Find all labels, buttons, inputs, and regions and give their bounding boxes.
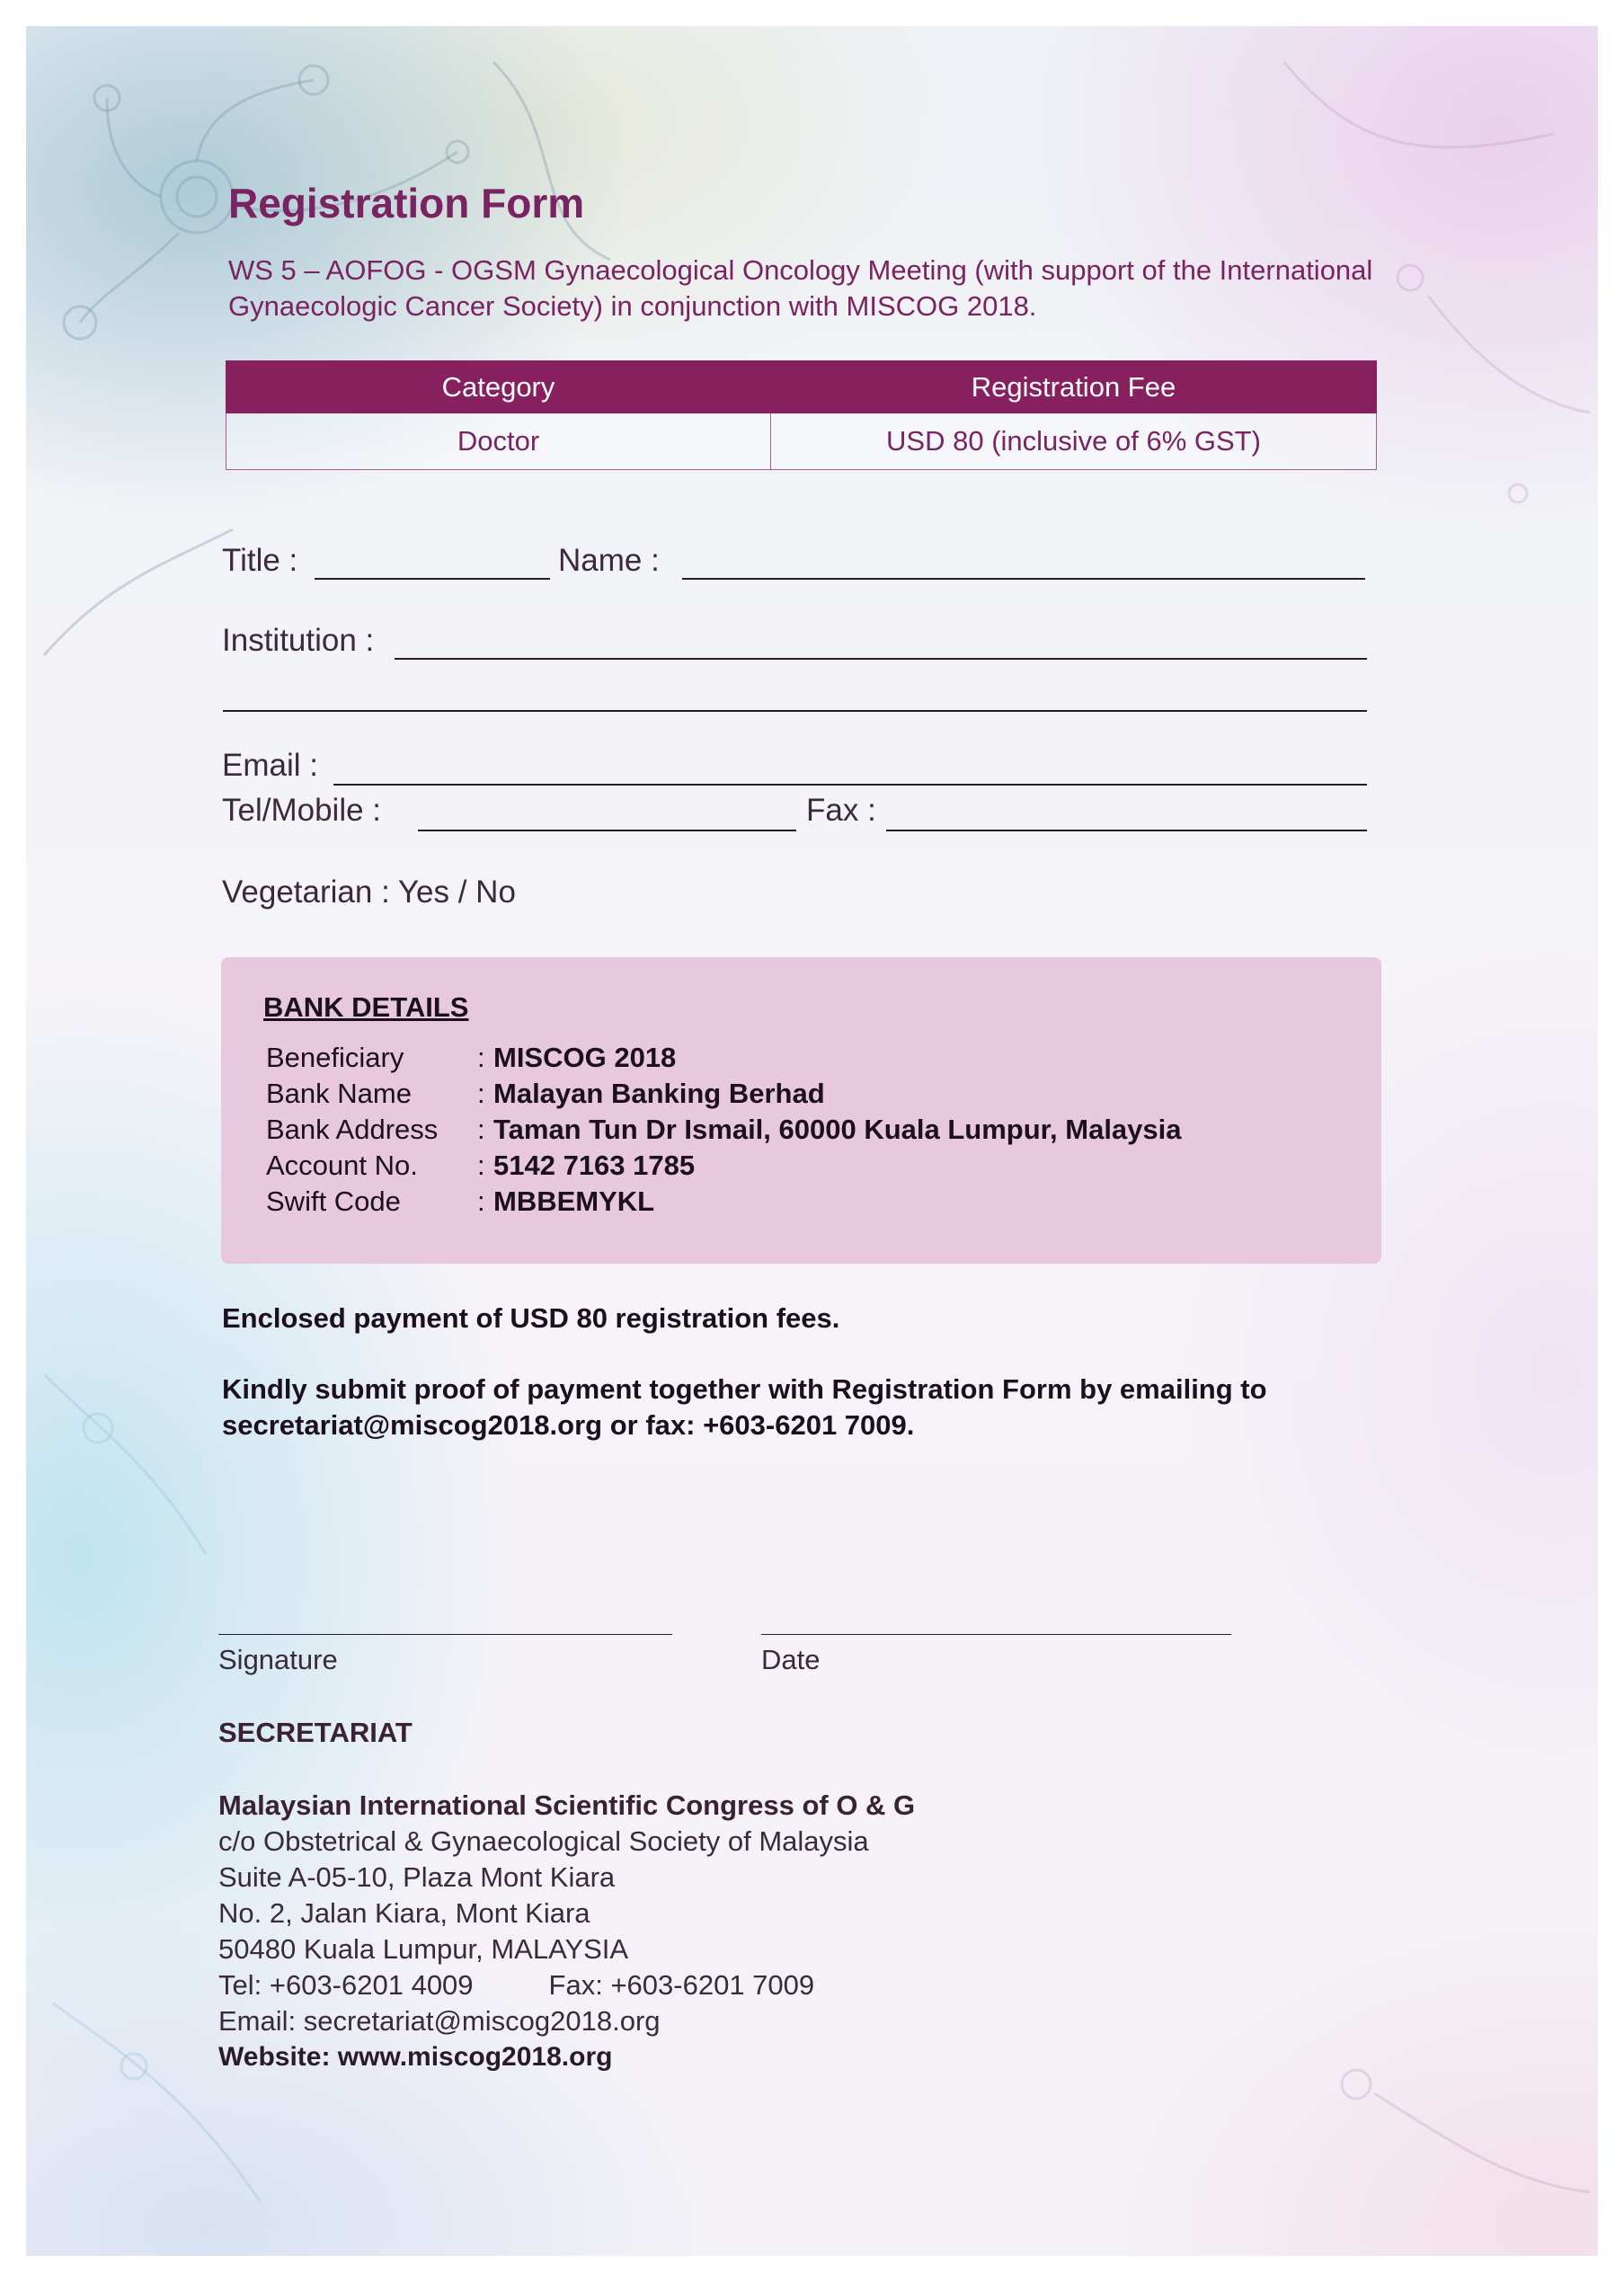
bank-row-bank-name: Bank Name : Malayan Banking Berhad <box>266 1078 825 1109</box>
secretariat-website[interactable]: Website: www.miscog2018.org <box>218 2042 613 2072</box>
institution-label: Institution : <box>222 623 375 658</box>
table-row <box>226 413 1377 470</box>
fee-cell-fee: USD 80 (inclusive of 6% GST) <box>771 413 1377 470</box>
signature-label: Signature <box>218 1644 338 1675</box>
tel-input-line[interactable] <box>418 830 796 831</box>
bank-details-box <box>221 957 1381 1264</box>
bank-row-value: 5142 7163 1785 <box>493 1150 696 1181</box>
secretariat-phone-fax <box>218 1967 915 2003</box>
title-input-line[interactable] <box>315 578 550 580</box>
fee-table <box>226 360 1377 470</box>
bank-row-label: Bank Address <box>266 1114 439 1145</box>
secretariat-tel: Tel: +603-6201 4009 <box>218 1969 474 2001</box>
bank-row-value: Taman Tun Dr Ismail, 60000 Kuala Lumpur, Malaysia <box>493 1114 1182 1145</box>
form-title: Registration Form <box>228 180 585 226</box>
tel-label: Tel/Mobile : <box>222 793 382 828</box>
form-subtitle: WS 5 – AOFOG - OGSM Gynaecological Oncology Meeting (with support of the International Gynaecologic Cancer Society) in conjunction with MISCOG 2018. <box>228 254 1373 322</box>
secretariat-org-name: Malaysian International Scientific Congress of O & G <box>218 1789 916 1821</box>
institution-input-line-2[interactable] <box>223 710 1367 712</box>
title-label: Title : <box>222 543 298 578</box>
bank-row-bank-address: Bank Address : Taman Tun Dr Ismail, 60000 Kuala Lumpur, Malaysia <box>266 1114 1182 1145</box>
name-input-line[interactable] <box>682 578 1365 580</box>
secretariat-address-line: 50480 Kuala Lumpur, MALAYSIA <box>218 1933 629 1965</box>
bank-row-account-no: Account No. : 5142 7163 1785 <box>266 1150 696 1181</box>
submission-instruction-line-1: Kindly submit proof of payment together with Registration Form by emailing to <box>222 1373 1267 1405</box>
bank-row-beneficiary: Beneficiary : MISCOG 2018 <box>266 1042 677 1073</box>
submission-instruction-line-2: secretariat@miscog2018.org or fax: +603-6201 7009. <box>222 1409 915 1441</box>
bank-row-label: Account No. <box>266 1150 418 1181</box>
fee-header-registration-fee: Registration Fee <box>771 361 1377 413</box>
fee-header-category: Category <box>226 361 771 413</box>
bank-details-heading: BANK DETAILS <box>263 991 469 1023</box>
secretariat-block <box>218 1788 915 2075</box>
fee-cell-category: Doctor <box>226 413 771 470</box>
date-input-line[interactable] <box>761 1634 1231 1635</box>
institution-input-line[interactable] <box>395 658 1367 660</box>
bank-row-value: MISCOG 2018 <box>493 1042 677 1073</box>
date-label: Date <box>761 1644 821 1675</box>
bank-row-label: Bank Name <box>266 1078 412 1109</box>
signature-input-line[interactable] <box>218 1634 672 1635</box>
name-label: Name : <box>558 543 660 578</box>
fax-input-line[interactable] <box>886 830 1367 831</box>
fax-label: Fax : <box>806 793 876 828</box>
fee-table-header-row <box>226 361 1377 413</box>
secretariat-address-line: No. 2, Jalan Kiara, Mont Kiara <box>218 1897 590 1929</box>
form-sheet <box>26 26 1598 2256</box>
bank-row-swift-code: Swift Code : MBBEMYKL <box>266 1185 655 1217</box>
bank-row-label: Beneficiary <box>266 1042 404 1073</box>
vegetarian-option[interactable]: Vegetarian : Yes / No <box>222 875 516 910</box>
email-input-line[interactable] <box>333 784 1367 786</box>
secretariat-address-line: c/o Obstetrical & Gynaecological Society of Malaysia <box>218 1825 869 1857</box>
secretariat-email[interactable]: Email: secretariat@miscog2018.org <box>218 2005 661 2037</box>
secretariat-fax: Fax: +603-6201 7009 <box>548 1969 815 2001</box>
bank-row-value: MBBEMYKL <box>493 1185 655 1217</box>
enclosed-payment-note: Enclosed payment of USD 80 registration fees. <box>222 1302 840 1334</box>
secretariat-heading: SECRETARIAT <box>218 1717 413 1748</box>
bank-row-label: Swift Code <box>266 1185 401 1217</box>
bank-row-value: Malayan Banking Berhad <box>493 1078 825 1109</box>
secretariat-address-line: Suite A-05-10, Plaza Mont Kiara <box>218 1861 616 1893</box>
email-label: Email : <box>222 748 318 783</box>
